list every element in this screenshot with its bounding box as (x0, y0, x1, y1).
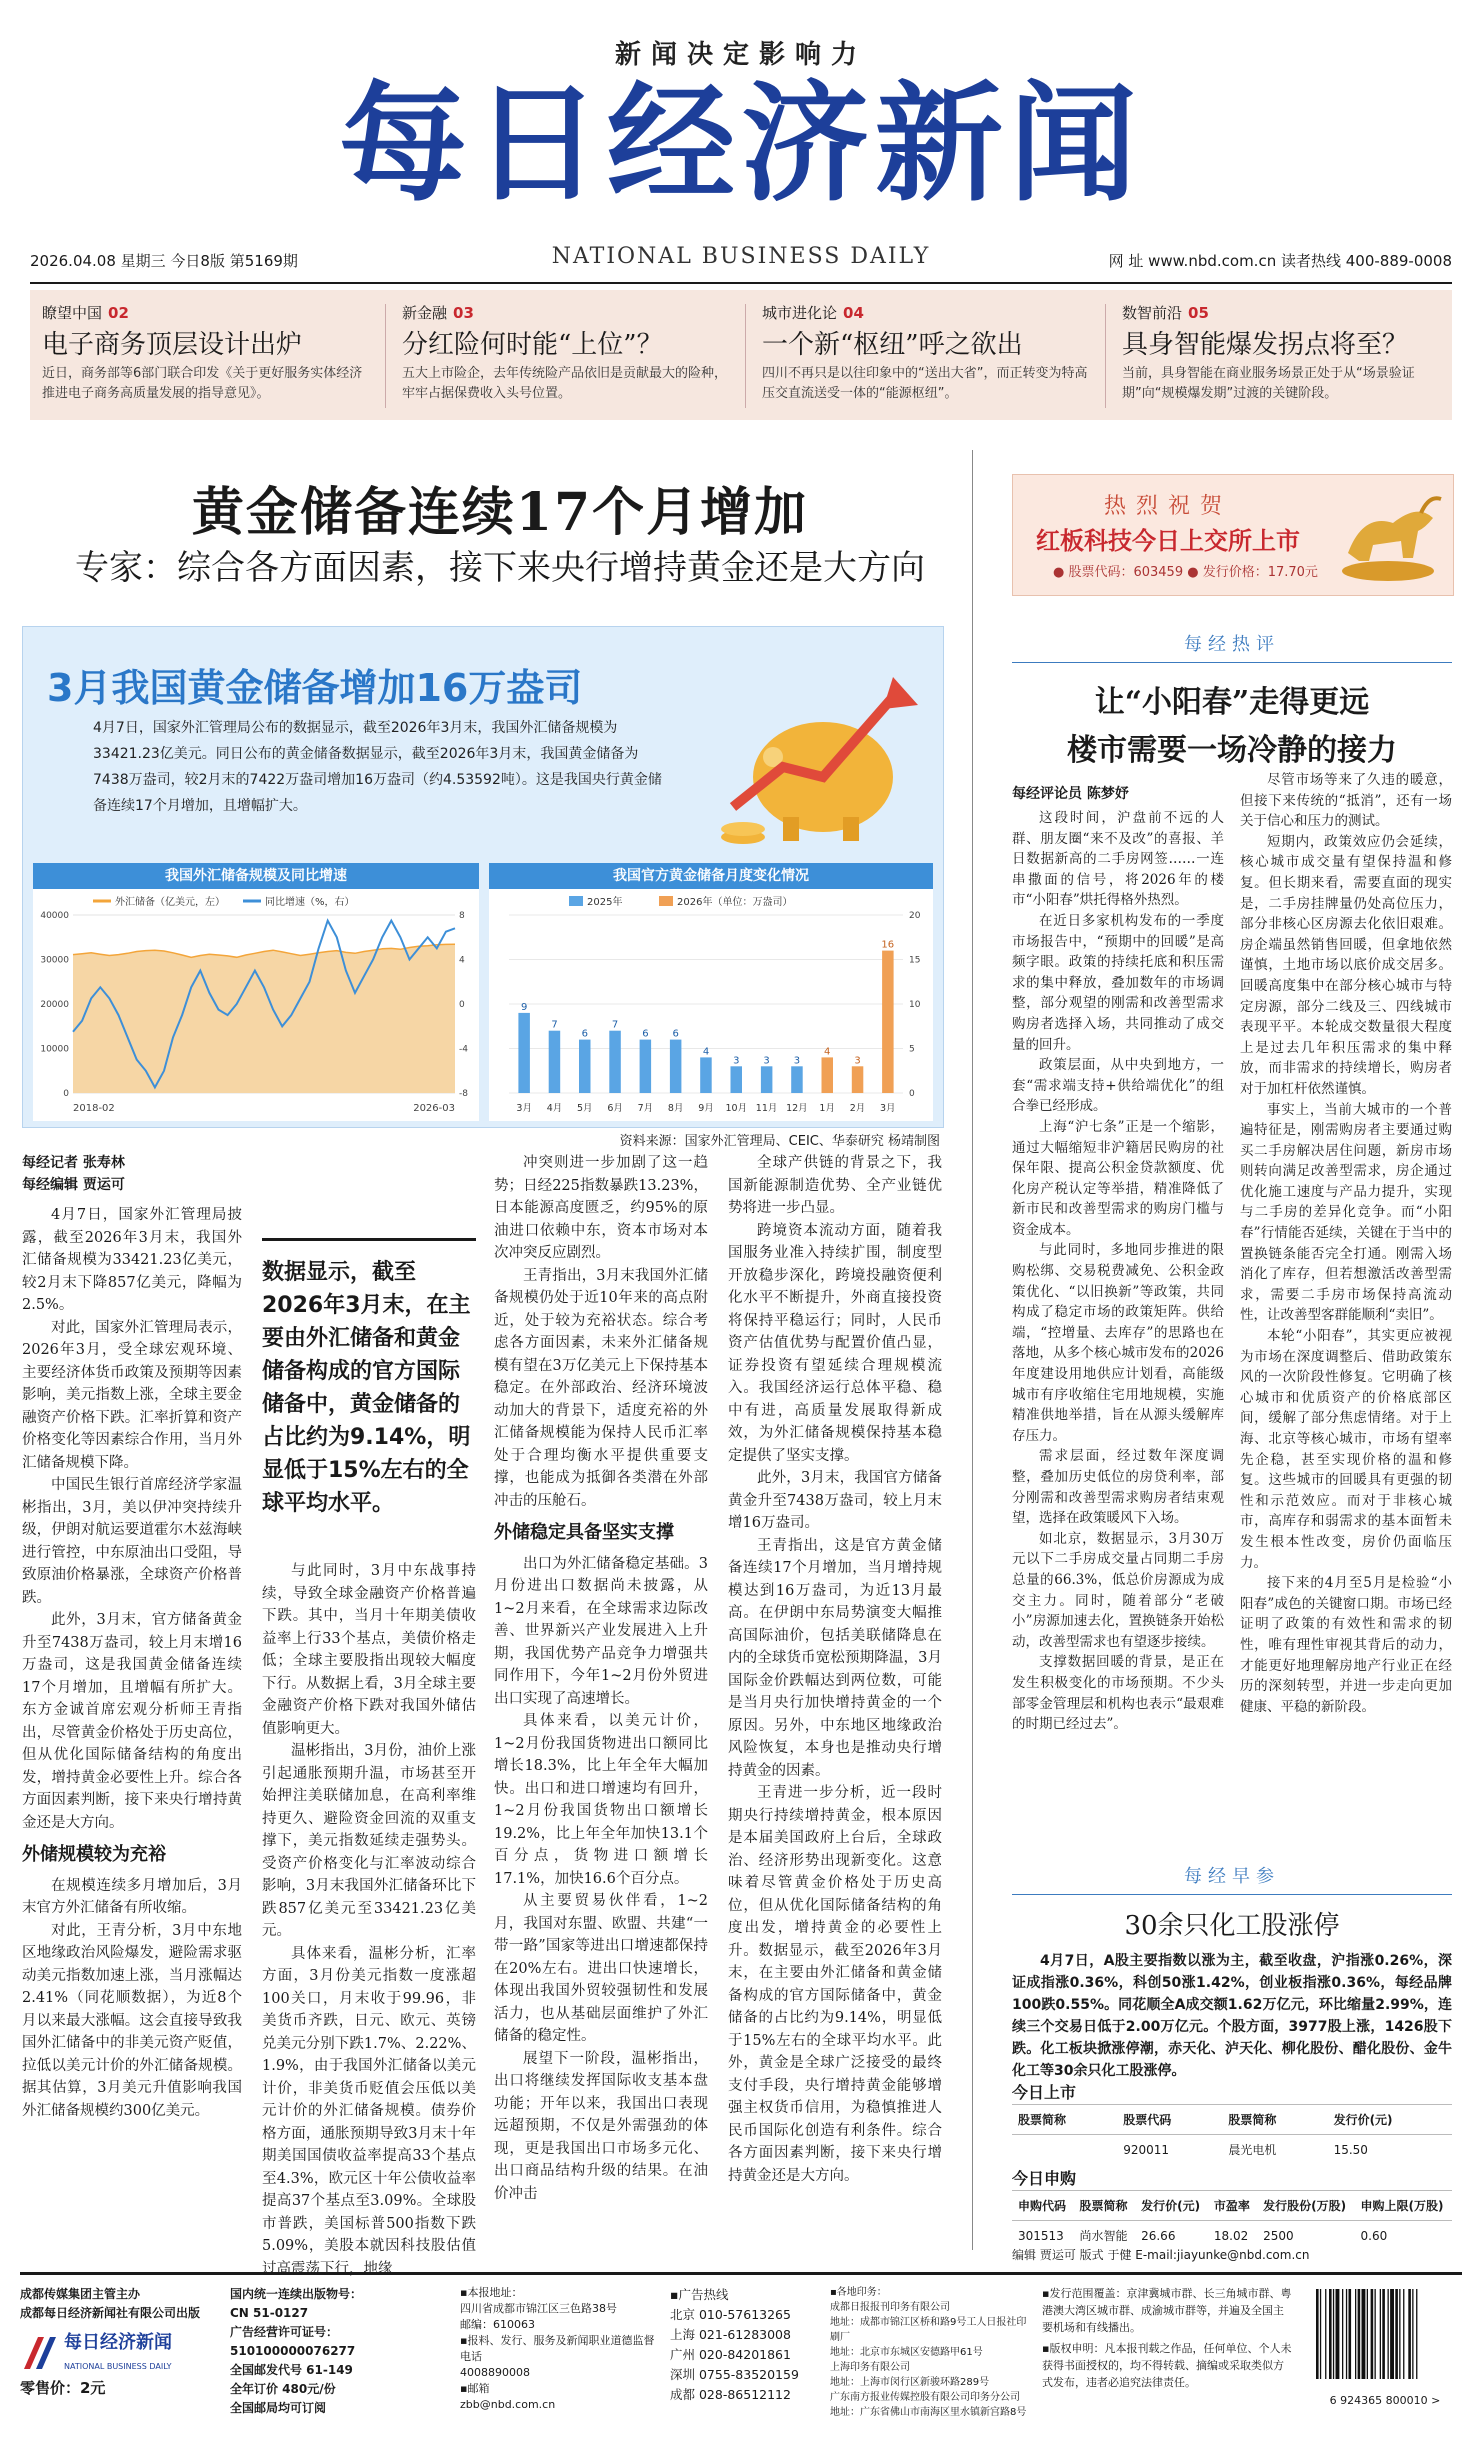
opinion-column-left (1012, 808, 1224, 1735)
bar-value-label: 16 (881, 939, 895, 951)
barcode-bar (1382, 2289, 1385, 2379)
x-tick-label: 3月 (516, 1103, 532, 1114)
paragraph: 王青指出，这是官方黄金储备连续17个月增加，当月增持规模达到16万盎司，为近13月最高。在伊朗中东局势演变大幅推高国际油价，包括美联储降息在内的全球货币宽松预期降温，3月国际金价跌幅达到两位数，可能是当月央行加快增持黄金的一个原因。另外，中东地区地缘政治风险恢复，本身也是推动央行增持黄金的因素。 (728, 1537, 942, 1779)
x-tick-label: 2月 (849, 1103, 866, 1114)
y-right-tick-label: 0 (459, 1000, 465, 1010)
bar (670, 1040, 682, 1093)
table-header: 股票代码 (1117, 2105, 1222, 2135)
barcode-number: 6 924365 800010 > (1329, 2394, 1441, 2407)
table-header: 股票简称 (1222, 2105, 1327, 2135)
bar (852, 1066, 864, 1093)
footer-line: 成都 028-86512112 (670, 2387, 791, 2402)
infographic-credit: 资料来源：国家外汇管理局、CEIC、华泰研究 杨靖制图 (619, 1134, 940, 1149)
bar (640, 1040, 652, 1093)
paragraph: 尽管市场等来了久违的暖意，但接下来传统的“抵消”，还有一场关于信心和压力的测试。 (1240, 772, 1452, 830)
barcode-bar (1325, 2289, 1326, 2379)
y-right-tick-label: -4 (459, 1044, 468, 1055)
barcode-bar (1336, 2289, 1340, 2379)
bar (761, 1066, 773, 1093)
footer-line: 上海 021-61283008 (670, 2327, 791, 2342)
contact-info: 网 址 www.nbd.com.cn 读者热线 400-889-0008 (1108, 252, 1452, 270)
footer-line: 全国邮发代号 61-149 (230, 2363, 353, 2377)
brief-title: 30余只化工股涨停 (1124, 1911, 1340, 1941)
bar-value-label: 6 (581, 1028, 588, 1040)
teaser-3[interactable] (750, 290, 1100, 420)
paragraph: 冲突则进一步加剧了这一趋势；日经225指数暴跌13.23%，日本能源高度匮乏，约95%的原油进口依赖中东，资本市场对本次冲突反应剧烈。 (494, 1155, 708, 1261)
table-cell: 晨光电机 (1222, 2135, 1327, 2165)
footer-line: ▪发行范围覆盖：京津冀城市群、长三角城市群、粤港澳大湾区城市群、成渝城市群等，并遍及全国主要机场和有线播出。 (1042, 2287, 1292, 2334)
ad-line-3: ● 股票代码：603459 ● 发行价格：17.70元 (1053, 565, 1318, 580)
footer (20, 2272, 1462, 2425)
paragraph: 王青指出，3月末我国外汇储备规模仍处于近10年来的高点附近，处于较为充裕状态。综合考虑各方面因素，未来外汇储备规模有望在3万亿美元上下保持基本稳定。在外部政治、经济环境波动加大的背景下，适度充裕的外汇储备规模能为保持人民币汇率处于合理均衡水平提供重要支撑，也能成为抵御各类潜在外部冲击的压舱石。 (494, 1267, 708, 1509)
bar (700, 1057, 712, 1093)
bar-value-label: 6 (672, 1028, 679, 1040)
ad-line-1: 热烈祝贺 (1103, 494, 1232, 519)
gold-reserve-chart (489, 889, 933, 1121)
teaser-1[interactable] (30, 290, 380, 420)
paragraph: 如北京，数据显示，3月30万元以下二手房成交量占同期二手房总量的66.3%，低总价房源成为成交主力。同时，随着部分“老破小”房源加速去化，置换链条开始松动，改善型需求也有望逐步接续。 (1012, 1530, 1224, 1650)
bar-value-label: 4 (702, 1046, 710, 1058)
english-name: NATIONAL BUSINESS DAILY (551, 244, 931, 269)
footer-line: 广东南方报业传媒控股有限公司印务分公司 (830, 2392, 1020, 2403)
bar (609, 1031, 621, 1093)
footer-line: 成都日报报刊印务有限公司 (830, 2302, 950, 2313)
x-tick-label: 8月 (667, 1103, 684, 1114)
pull-quote: 数据显示，截至2026年3月末，在主要由外汇储备和黄金储备构成的官方国际储备中，黄金储备的占比约为9.14%，明显低于15%左右的全球平均水平。 (262, 1260, 471, 1516)
teaser-title: 一个新“枢纽”呼之欲出 (762, 330, 1023, 360)
footer-publisher (20, 2285, 220, 2398)
bar-value-label: 3 (793, 1055, 801, 1067)
legend-label-fx: 外汇储备（亿美元，左） (115, 897, 225, 908)
barcode-bar (1388, 2289, 1389, 2379)
footer-line: 地址：广东省佛山市南海区里水镇新宫路8号 (830, 2407, 1027, 2418)
teaser-divider (385, 304, 386, 408)
footer-line: 广告经营许可证号：510100000076277 (230, 2325, 356, 2358)
footer-line: zbb@nbd.com.cn (460, 2398, 556, 2411)
table-header: 发行价(元) (1328, 2105, 1452, 2135)
paragraph: 从主要贸易伙伴看，1~2月，我国对东盟、欧盟、共建“一带一路”国家等进出口增速都保持在20%左右。进出口快速增长，体现出我国外贸较强韧性和发展活力，也从基础层面维护了外汇储备的稳定性。 (494, 1893, 708, 2044)
bar (822, 1057, 834, 1093)
legend-label-2025: 2025年 (587, 897, 623, 908)
footer-line: 全年订价 480元/份 (230, 2382, 336, 2396)
piggy-bank-illustration (703, 657, 933, 857)
y-tick-label: 0 (909, 1089, 915, 1099)
table-header: 市盈率 (1208, 2191, 1257, 2221)
paragraph: 4月7日，国家外汇管理局披露，截至2026年3月末，我国外汇储备规模为33421.23亿美元，较2月末下降857亿美元，降幅为2.5%。 (22, 1207, 242, 1313)
barcode-bar (1408, 2289, 1411, 2379)
footer-line: 地址：成都市锦江区桥和路9号工人日报社印刷厂 (830, 2317, 1027, 2343)
footer-price: 零售价：2元 (20, 2379, 106, 2397)
table-header: 股票简称 (1012, 2105, 1117, 2135)
y-left-tick-label: 20000 (40, 1000, 69, 1010)
footer-line: ▪报料、发行、服务及新闻职业道德监督电话 (460, 2334, 655, 2363)
reporter-byline: 每经记者 张寿林 (22, 1155, 125, 1171)
barcode-bar (1355, 2289, 1356, 2379)
footer-line: 4008890008 (460, 2366, 530, 2379)
paragraph: 接下来的4月至5月是检验“小阳春”成色的关键窗口期。市场已经证明了政策的有效性和需求的韧性，唯有理性审视其背后的动力，才能更好地理解房地产行业正在经历的深刻转型，并进一步走向更加健康、平稳的新阶段。 (1240, 1575, 1452, 1715)
teaser-tag: 城市进化论 (762, 304, 838, 322)
article-column-2 (262, 1560, 476, 2280)
paragraph: 本轮“小阳春”，其实更应被视为市场在深度调整后、借助政策东风的一次阶段性修复。它明确了核心城市和优质资产的价格底部区间，缓解了部分焦虑情绪。对于上海、北京等核心城市，市场有望率先企稳，甚至实现价格的温和修复。这些城市的回暖具有更强的韧性和示范效应。而对于非核心城市，高库存和弱需求的基本面暂未发生根本性改变，房价仍面临压力。 (1240, 1328, 1452, 1571)
footer-ad-hotline (670, 2285, 820, 2405)
x-tick-label: 7月 (637, 1103, 654, 1114)
article-column-1 (22, 1152, 242, 2122)
article-column-4 (728, 1152, 942, 2187)
teaser-title: 具身智能爆发拐点将至？ (1122, 330, 1409, 360)
paragraph: 在规模连续多月增加后，3月末官方外汇储备有所收缩。 (22, 1877, 242, 1916)
bar-value-label: 4 (824, 1046, 831, 1058)
y-right-tick-label: 8 (459, 911, 465, 921)
paragraph: 对此，王青分析，3月中东地区地缘政治风险爆发，避险需求驱动美元指数加速上涨，当月涨幅达2.41%（同花顺数据），为近8个月以来最大涨幅。这会直接导致我国外汇储备中的非美元资产贬值，拉低以美元计价的外汇储备规模。据其估算，3月美元升值影响我国外汇储备规模约300亿美元。 (22, 1922, 242, 2119)
footer-line: 地址：北京市东城区安德路甲61号 (830, 2347, 983, 2358)
subscription-title: 今日申购 (1012, 2169, 1077, 2188)
paragraph: 跨境资本流动方面，随着我国服务业准入持续扩围，制度型开放稳步深化，跨境投融资便利化水平不断提升，外商直接投资将保持平稳运行；同时，人民币资产估值优势与配置价值凸显，证券投资有望延续合理规模流入。我国经济运行总体平稳、稳中有进，高质量发展取得新成效，为外汇储备规模保持基本稳定提供了坚实支撑。 (728, 1222, 942, 1464)
table-cell: 15.50 (1328, 2135, 1452, 2165)
y-right-tick-label: -8 (459, 1089, 468, 1099)
legend-label-2026: 2026年（单位：万盎司） (677, 897, 793, 908)
opinion-column-right (1240, 770, 1452, 1717)
paragraph: 出口为外汇储备稳定基础。3月份进出口数据尚未披露，从1~2月来看，在全球需求边际改善、世界新兴产业发展进入上升期，我国优势产品竞争力增强共同作用下，今年1~2月份外贸进出口实现了高速增长。 (494, 1555, 708, 1707)
footer-line: ▪各地印务： (830, 2287, 887, 2298)
table-header: 发行价(元) (1135, 2191, 1208, 2221)
paragraph: 全球产供链的背景之下，我国新能源制造优势、全产业链优势将进一步凸显。 (728, 1155, 942, 1216)
legend-swatch-2025 (569, 896, 583, 906)
barcode-bar (1358, 2289, 1361, 2379)
paragraph: 中国民生银行首席经济学家温彬指出，3月，美以伊冲突持续升级，伊朗对航运要道霍尔木兹海峡进行管控，中东原油出口受阻，导致原油价格暴涨，全球资产价格普跌。 (22, 1477, 242, 1606)
x-tick-label: 10月 (725, 1103, 748, 1114)
bar-value-label: 6 (642, 1028, 649, 1040)
x-tick-label: 5月 (577, 1103, 593, 1114)
pull-quote-rule (262, 1238, 476, 1241)
table-cell (1012, 2135, 1117, 2165)
barcode-bar (1367, 2289, 1368, 2379)
paragraph: 具体来看，温彬分析，汇率方面，3月份美元指数一度涨超100关口，月末收于99.96，非美货币齐跌，日元、欧元、英镑兑美元分别下跌1.7%、2.22%、1.9%，由于我国外汇储备以美元计价，非美货币贬值会压低以美元计价的外汇储备规模。债券价格方面，通胀预期导致3月末十年期美国国债收益率提高33个基点至4.3%，欧元区十年公债收益率提高37个基点至3.09%。全球股市普跌，美国标普500指数下跌5.09%，美股本就因科技股估值过高震荡下行，地缘 (262, 1945, 476, 2277)
barcode-bar (1375, 2289, 1376, 2379)
bull-icon (1333, 483, 1443, 587)
paragraph: 需求层面，经过数年深度调整，叠加历史低位的房贷利率，部分刚需和改善型需求购房者结束观望，选择在政策暖风下入场。 (1012, 1448, 1224, 1527)
barcode-bar (1371, 2289, 1374, 2379)
paragraph: 支撑数据回暖的背景，是正在发生积极变化的市场预期。不少头部零金管理层和机构也表示“最艰难的时期已经过去”。 (1012, 1654, 1224, 1733)
brand-logo: 每日经济新闻 (338, 70, 1143, 219)
footer-line: 国内统一连续出版物号： (230, 2287, 363, 2301)
footer-printers (830, 2285, 1030, 2420)
paragraph: 温彬指出，3月份，油价上涨引起通胀预期升温，市场甚至开始押注美联储加息，在高利率维持更久、避险资金回流的双重支撑下，美元指数延续走强势头。受资产价格变化与汇率波动综合影响，3月末我国外汇储备环比下跌857亿美元至33421.23亿美元。 (262, 1743, 476, 1939)
footer-line: 成都每日经济新闻社有限公司出版 (20, 2306, 201, 2320)
y-left-tick-label: 10000 (40, 1044, 69, 1055)
paragraph: 政策层面，从中央到地方，一套“需求端支持+供给端优化”的组合拳已经形成。 (1012, 1057, 1224, 1115)
barcode-bar (1380, 2289, 1381, 2379)
barcode-bar (1349, 2289, 1352, 2379)
subhead-fx-ample: 外储规模较为充裕 (22, 1844, 166, 1865)
table-cell: 301513 (1012, 2221, 1074, 2251)
table-cell: 尚水智能 (1074, 2221, 1136, 2251)
paragraph: 王青进一步分析，近一段时期央行持续增持黄金，根本原因是本届美国政府上台后，全球政治、经济形势出现新变化。这意味着尽管黄金价格处于历史高位，但从优化国际储备结构的角度出发，增持黄金的必要性上升。数据显示，截至2026年3月末，在主要由外汇储备和黄金储备构成的官方国际储备中，黄金储备的占比约为9.14%，明显低于15%左右的全球平均水平。此外，黄金是全球广泛接受的最终支付手段，央行增持黄金能够增强主权货币信用，为稳慎推进人民币国际化创造有利条件。综合各方面因素判断，接下来央行增持黄金还是大方向。 (728, 1785, 942, 2184)
barcode-bar (1399, 2289, 1400, 2379)
paragraph: 在近日多家机构发布的一季度市场报告中，“预期中的回暖”是高频字眼。政策的持续托底和积压需求的集中释放，叠加数年的市场调整，部分观望的刚需和改善型需求购房者选择入场，共同推动了成交量的回升。 (1012, 912, 1224, 1053)
table-cell: 2500 (1257, 2221, 1354, 2251)
bar (518, 1013, 530, 1093)
bar (882, 951, 894, 1093)
bar (549, 1031, 561, 1093)
paragraph: 此外，3月末，我国官方储备黄金升至7438万盎司，较上月末增16万盎司。 (728, 1470, 942, 1531)
legend-swatch-2026 (659, 896, 673, 906)
barcode-bar (1395, 2289, 1398, 2379)
teaser-divider (745, 304, 746, 408)
footer-line: ▪广告热线 (670, 2287, 729, 2302)
footer-line: ▪本报地址： (460, 2286, 523, 2299)
section-label-brief: 每经早参 (1184, 1866, 1280, 1887)
x-tick-label: 3月 (880, 1103, 896, 1114)
bar-value-label: 3 (854, 1055, 861, 1067)
table-cell: 18.02 (1208, 2221, 1257, 2251)
footer-logo-text: 每日经济新闻 (64, 2332, 172, 2353)
paragraph: 此外，3月末，官方储备黄金升至7438万盎司，较上月末增16万盎司，这是我国黄金储备连续17个月增加，且增幅有所扩大。东方金诚首席宏观分析师王青指出，尽管黄金价格处于历史高位，但从优化国际储备结构的角度出发，增持黄金必要性上升。综合各方面因素判断，接下来央行增持黄金还是大方向。 (22, 1612, 242, 1831)
footer-line: ▪版权申明：凡本报刊载之作品，任何单位、个人未获得书面授权的，均不得转载、摘编或采取类似方式发布，违者必追究法律责任。 (1042, 2342, 1292, 2389)
bar (731, 1066, 743, 1093)
x-tick-label: 4月 (546, 1103, 563, 1114)
infographic-intro: 4月7日，国家外汇管理局公布的数据显示，截至2026年3月末，我国外汇储备规模为33421.23亿美元。同日公布的黄金储备数据显示，截至2026年3月末，我国黄金储备为7438万盎司，较2月末的7422万盎司增加16万盎司（约4.53592吨）。这是我国央行黄金储备连续17个月增加，且增幅扩大。 (93, 720, 662, 814)
paragraph: 具体来看，以美元计价，1~2月份我国货物进出口额同比增长18.3%，比上年全年大幅加快。出口和进口增速均有回升，1~2月份我国货物出口额增长19.2%，比上年全年加快13.1个百分点，货物进口额增长17.1%，加快16.6个百分点。 (494, 1713, 708, 1887)
opinion-title-1: 让“小阳春”走得更远 (1094, 685, 1370, 720)
bar (579, 1040, 591, 1093)
teaser-page: 05 (1188, 304, 1209, 322)
fx-reserve-area (73, 944, 455, 1093)
listing-title: 今日上市 (1012, 2083, 1077, 2102)
issue-info-bar (30, 240, 1452, 280)
barcode-bar (1346, 2289, 1347, 2379)
y-left-tick-label: 30000 (40, 955, 69, 966)
paragraph: 事实上，当前大城市的一个普遍特征是，刚需购房者主要通过购买二手房解决居住问题，新房市场则转向满足改善型需求，房企通过优化施工速度与产品力提升，实现与二手房的差异化竞争。而“小阳春”行情能否延续，关键在于当中的置换链条能否完全打通。刚需入场消化了库存，但若想激活改善型需求，需要二手房市场保持高流动性，让改善型客群能顺利“卖旧”。 (1240, 1101, 1452, 1324)
teaser-summary: 当前，具身智能在商业服务场景正处于从“场景验证期”向“规模爆发期”过渡的关键阶段。 (1122, 366, 1415, 401)
opinion-title-2: 楼市需要一场冷静的接力 (1067, 733, 1397, 768)
x-tick-label: 1月 (819, 1103, 835, 1114)
paragraph: 短期内，政策效应仍会延续，核心城市成交量有望保持温和修复。但长期来看，需要直面的现实是，二手房挂牌量仍处高位压力，部分非核心区房源去化依旧艰难。房企端虽然销售回暖，但拿地依然谨慎，土地市场以底价成交居多。回暖高度集中在部分核心城市与特定房源，部分二线及三、四线城市表现平平。本轮成交数量很大程度上是过去几年积压需求的集中释放，而非需求的持续增长，购房者对于加杠杆依然谨慎。 (1240, 833, 1452, 1097)
footer-line: ▪邮箱 (460, 2382, 490, 2395)
y-tick-label: 15 (909, 955, 921, 966)
barcode-bar (1412, 2289, 1413, 2379)
date-issue: 2026.04.08 星期三 今日8版 第5169期 (30, 252, 298, 270)
brief-text: 4月7日，A股主要指数以涨为主，截至收盘，沪指涨0.26%，深证成指涨0.36%，科创50涨1.42%，创业板指涨0.36%，每经品牌100跌0.55%。同花顺全A成交额1.62万亿元，环比缩量2.99%，连续三个交易日低于2.00万亿元。个股方面，3977股上涨，1426股下跌。化工板块掀涨停潮，赤天化、泸天化、柳化股份、醋化股份、金牛化工等30余只化工股涨停。 (1012, 1953, 1452, 2079)
teaser-summary: 五大上市险企，去年传统险产品依旧是贡献最大的险种，牢牢占据保费收入头号位置。 (402, 366, 728, 401)
slogan: 新闻决定影响力 (614, 40, 867, 70)
bar-value-label: 9 (521, 1001, 528, 1013)
footer-logo (20, 2331, 220, 2375)
barcode-icon (1310, 2285, 1460, 2385)
bar (791, 1066, 803, 1093)
bar-value-label: 7 (611, 1019, 619, 1031)
teaser-4[interactable] (1110, 290, 1452, 420)
table-header: 股票简称 (1074, 2191, 1136, 2221)
y-left-tick-label: 40000 (40, 911, 69, 921)
y-left-tick-label: 0 (63, 1089, 69, 1099)
footer-line: 地址：上海市闵行区新骏环路289号 (830, 2377, 990, 2388)
teaser-tag: 瞭望中国 (42, 304, 103, 322)
y-tick-label: 20 (909, 911, 921, 921)
bar-value-label: 7 (551, 1019, 558, 1031)
fx-reserve-chart (33, 889, 479, 1121)
y-tick-label: 10 (909, 1000, 921, 1010)
infographic (22, 626, 944, 1128)
nbd-logo-icon (20, 2333, 60, 2373)
bar-value-label: 3 (763, 1055, 770, 1067)
chart-1-title: 我国外汇储备规模及同比增速 (33, 863, 479, 889)
section-label-opinion: 每经热评 (1184, 634, 1280, 655)
subscription-table (1012, 2190, 1452, 2250)
article-column-3 (494, 1152, 708, 2205)
teaser-tag: 数智前沿 (1122, 304, 1183, 322)
footer-line: 上海印务有限公司 (830, 2362, 910, 2373)
lead-subhead: 专家：综合各方面因素，接下来央行增持黄金还是大方向 (75, 548, 925, 588)
teaser-title: 电子商务顶层设计出炉 (42, 330, 303, 360)
barcode-bar (1390, 2289, 1394, 2379)
y-right-tick-label: 4 (459, 955, 465, 966)
footer-line: CN 51-0127 (230, 2306, 309, 2320)
paragraph: 与此同时，多地同步推进的限购松绑、交易税费减免、公积金政策优化、“以旧换新”等政策，共同构成了稳定市场的政策矩阵。供给端，“控增量、去库存”的思路也在落地，从多个核心城市发布的2026年度建设用地供应计划看，高能级城市有序收缩住宅用地规模，实施精准供地举措，旨在从源头缓解库存压力。 (1012, 1242, 1224, 1444)
footer-line: 四川省成都市锦江区三色路38号 (460, 2302, 617, 2315)
footer-logo-en: NATIONAL BUSINESS DAILY (64, 2362, 172, 2371)
paragraph: 展望下一阶段，温彬指出，出口将继续发挥国际收支基本盘功能；开年以来，我国出口表现远超预期，不仅是外需强劲的体现，更是我国出口市场多元化、出口商品结构升级的结果。在油价冲击 (494, 2050, 708, 2202)
footer-line: 北京 010-57613265 (670, 2307, 791, 2322)
teaser-page: 04 (843, 304, 864, 322)
table-header: 申购上限(万股) (1355, 2191, 1452, 2221)
infographic-title: 3月我国黄金储备增加16万盎司 (47, 666, 583, 710)
brief-section (1012, 1862, 1452, 2082)
footer-line: 全国邮局均可订阅 (230, 2401, 327, 2415)
teaser-band (30, 290, 1452, 420)
x-start-label: 2018-02 (73, 1103, 115, 1114)
column-divider (972, 450, 973, 2250)
table-header: 发行股份(万股) (1257, 2191, 1354, 2221)
table-cell: 920011 (1117, 2135, 1222, 2165)
teaser-page: 02 (108, 304, 129, 322)
teaser-2[interactable] (390, 290, 740, 420)
paragraph: 这段时间，沪盘前不远的人群、朋友圈“来不及改”的喜报、羊日数据新高的二手房网签……一连串撒面的信号，将2026年的楼市“小阳春”烘托得格外热烈。 (1012, 810, 1224, 909)
barcode-bar (1403, 2289, 1404, 2379)
paragraph: 与此同时，3月中东战事持续，导致全球金融资产价格普遍下跌。其中，当月十年期美债收益率上行33个基点，美债价格走低；全球主要股指出现较大幅度下行。从数据上看，3月全球主要金融资产价格下跌对我国外储估值影响更大。 (262, 1563, 476, 1737)
paragraph: 对此，国家外汇管理局表示，2026年3月，受全球宏观环境、主要经济体货币政策及预期等因素影响，美元指数上涨，全球主要金融资产价格下跌。汇率折算和资产价格变化等因素综合作用，当月外汇储备规模下降。 (22, 1319, 242, 1471)
footer-notes (1042, 2285, 1292, 2391)
teaser-tag: 新金融 (402, 304, 448, 322)
paragraph: 上海“沪七条”正是一个缩影，通过大幅缩短非沪籍居民购房的社保年限、提高公积金贷款额度、优化房产税认定等举措，精准降低了新市民和改善型需求的购房门槛与资金成本。 (1012, 1118, 1224, 1238)
teaser-divider (1105, 304, 1106, 408)
barcode-bar (1362, 2289, 1366, 2379)
x-tick-label: 6月 (607, 1103, 623, 1114)
lead-headline: 黄金储备连续17个月增加 (191, 482, 809, 543)
footer-pub-numbers (230, 2285, 450, 2418)
table-cell: 0.60 (1355, 2221, 1452, 2251)
bar-value-label: 3 (733, 1055, 740, 1067)
listing-table (1012, 2104, 1452, 2164)
footer-address (460, 2285, 660, 2413)
editor-byline: 每经编辑 贾运可 (22, 1177, 125, 1193)
table-cell: 26.66 (1135, 2221, 1208, 2251)
footer-line: 成都传媒集团主管主办 (20, 2287, 141, 2301)
barcode-bar (1329, 2289, 1332, 2379)
barcode-bar (1320, 2289, 1321, 2379)
barcode-bar (1316, 2289, 1319, 2379)
page-credit: 编辑 贾运可 版式 于健 E-mail:jiayunke@nbd.com.cn (1012, 2248, 1310, 2262)
teaser-summary: 近日，商务部等6部门联合印发《关于更好服务实体经济 推进电子商务高质量发展的指导意见》。 (42, 366, 363, 401)
masthead-rule (30, 282, 1452, 284)
barcode-bar (1416, 2289, 1417, 2379)
teaser-page: 03 (453, 304, 474, 322)
barcode-bar (1342, 2289, 1343, 2379)
ad-line-2: 红板科技今日上交所上市 (1036, 527, 1300, 555)
barcode (1310, 2285, 1460, 2410)
footer-line: 邮编：610063 (460, 2318, 535, 2331)
opinion-author: 每经评论员 陈梦妤 (1012, 786, 1129, 802)
table-header: 申购代码 (1012, 2191, 1074, 2221)
teaser-title: 分红险何时能“上位”？ (402, 330, 663, 360)
x-tick-label: 12月 (786, 1103, 808, 1114)
chart-2-title: 我国官方黄金储备月度变化情况 (489, 863, 933, 889)
congrats-ad[interactable] (1012, 474, 1454, 596)
footer-line: 广州 020-84201861 (670, 2347, 791, 2362)
teaser-summary: 四川不再只是以往印象中的“送出大省”，而正转变为特高压交直流送受一体的“能源枢纽”。 (762, 366, 1088, 401)
y-tick-label: 5 (909, 1044, 915, 1055)
subhead-fx-support: 外储稳定具备坚实支撑 (494, 1522, 674, 1543)
x-tick-label: 9月 (698, 1103, 714, 1114)
barcode-bar (1333, 2289, 1334, 2379)
x-tick-label: 11月 (755, 1103, 778, 1114)
footer-line: 深圳 0755-83520159 (670, 2367, 799, 2382)
legend-label-growth: 同比增速（%，右） (265, 897, 355, 908)
x-end-label: 2026-03 (413, 1103, 455, 1114)
